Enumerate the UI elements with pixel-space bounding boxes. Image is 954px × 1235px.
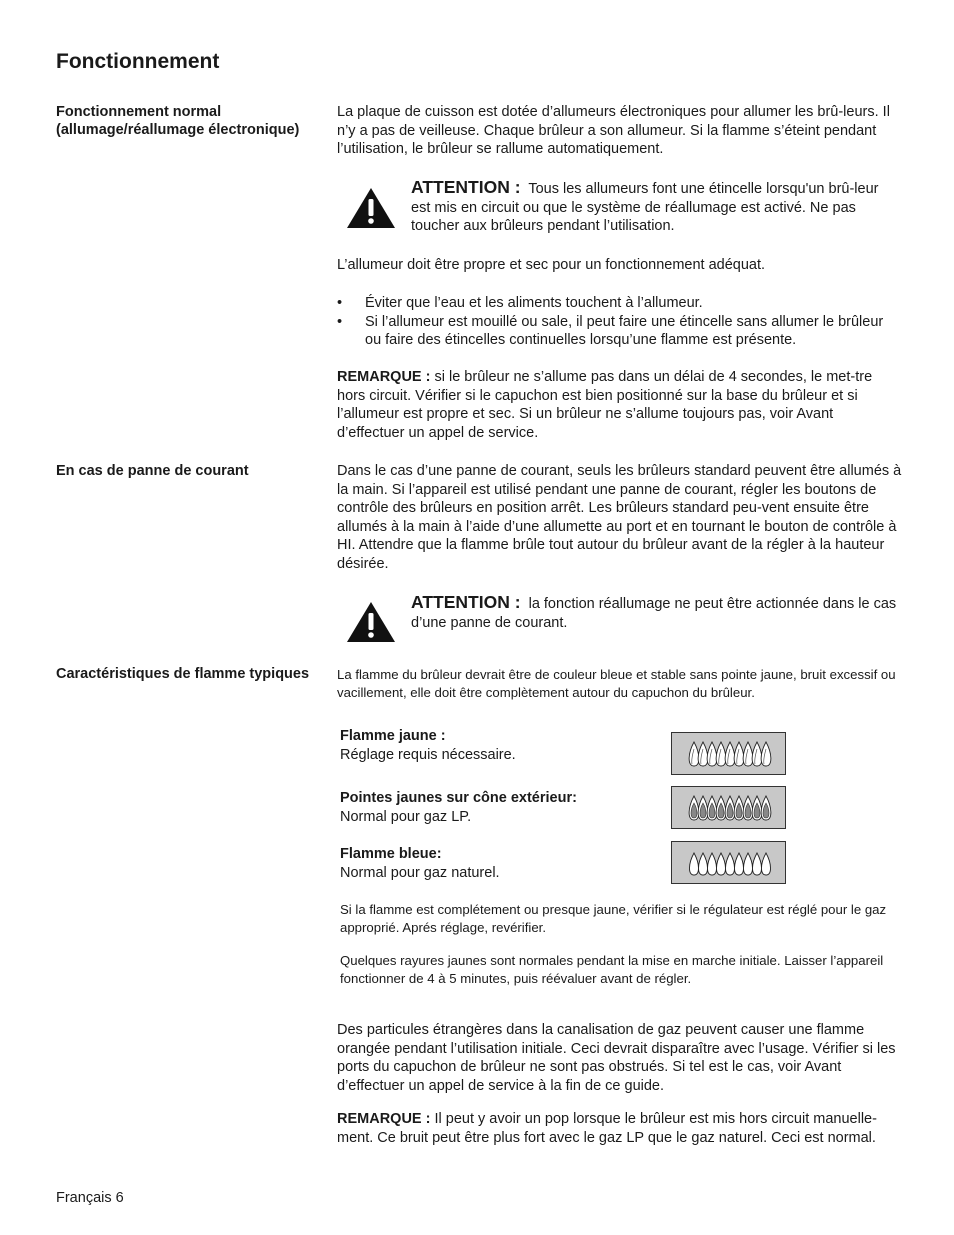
note-text: si le brûleur ne s’allume pas dans un délai de 4 secondes, le met-tre hors circuit. Vérifier si le capuchon est bien positionné sur la base du brûleur et si l’allumeur est propre et sec. Si un brûleur ne s’allume toujours pas, voir Avant d’effectuer un appel de service. [337,369,873,441]
page-footer: Français 6 [56,1190,124,1206]
list-item [337,313,902,350]
yellow-flame-icon [671,732,786,775]
flame-intro: La flamme du brûleur devrait être de couleur bleue et stable sans pointe jaune, bruit excessif ou vacillement, elle doit être complètement autour du capuchon du brûleur. [337,667,896,700]
attention-label: ATTENTION : [411,177,521,197]
flame-type-desc: Normal pour gaz LP. [340,808,472,825]
flame-type-title: Flamme jaune : [340,728,446,744]
note-block-2 [337,1110,902,1147]
attention-text: Tous les allumeurs font une étincelle lorsqu'un brû-leur est mis en circuit ou que le système de réallumage est activé. Ne pas toucher aux brûleurs pendant l’utilisation. [411,181,879,235]
attention-block-2 [411,593,897,632]
bullet-text: Éviter que l’eau et les aliments touchent à l’allumeur. [365,295,703,311]
power-text: Dans le cas d’une panne de courant, seuls les brûleurs standard peuvent être allumés à la main. Si l’appareil est utilisé pendant une panne de courant, régler les boutons de contrôle des brûleurs en position arrêt. Les brûleurs standard peu-vent ensuite être allumés à la main à l’aide d’une allumette au port et en tournant le bouton de contrôle à HI. Attendre que la flamme brûle tout autour du brûleur avant de la régler à la hauteur désirée. [337,463,902,572]
flame-type-yellow [340,727,660,764]
warning-icon [345,600,397,644]
attention-text: la fonction réallumage ne peut être actionnée dans le cas d’une panne de courant. [411,596,897,631]
note-text: Il peut y avoir un pop lorsque le brûleur est mis hors circuit manuelle-ment. Ce bruit peut être plus fort avec le gaz LP que le gaz naturel. Ceci est normal. [337,1111,877,1146]
note-label: REMARQUE : [337,1111,431,1127]
bullet-glyph: • [337,313,343,330]
particles-text: Des particules étrangères dans la canalisation de gaz peuvent causer une flamme orangée pendant l’utilisation initiale. Ceci devrait disparaître avec l’usage. Vérifier si les ports du capuchon de brûleur ne sont pas obstrués. Si tel est le cas, voir Avant d’effectuer un appel de service à la fin de ce guide. [337,1022,896,1094]
bullet-list [337,294,902,350]
note-block-1 [337,368,902,442]
blue-flame-icon [671,841,786,884]
heading-line: Fonctionnement normal [56,104,222,120]
flame-note-2: Quelques rayures jaunes sont normales pendant la mise en marche initiale. Laisser l’appareil fonctionner de 4 à 5 minutes, puis réévaluer avant de régler. [340,953,884,986]
section-heading-flame: Caractéristiques de flamme typiques [56,666,310,682]
bullet-text: Si l’allumeur est mouillé ou sale, il peut faire une étincelle sans allumer le brûleur ou faire des étincelles continuelles lorsqu’une flamme est présente. [365,313,884,349]
yellow-tips-flame-icon [671,786,786,829]
flame-note-1: Si la flamme est complétement ou presque jaune, vérifier si le régulateur est réglé pour le gaz approprié. Aprés réglage, revérifier. [340,902,887,935]
flame-type-yellow-tips [340,789,660,826]
clean-text: L’allumeur doit être propre et sec pour un fonctionnement adéquat. [337,257,766,273]
note-label: REMARQUE : [337,369,431,385]
flame-type-title: Pointes jaunes sur cône extérieur: [340,790,577,806]
section-heading-power: En cas de panne de courant [56,463,249,479]
attention-label: ATTENTION : [411,592,521,612]
attention-block-1 [411,178,897,236]
flame-type-desc: Normal pour gaz naturel. [340,864,500,881]
flame-type-desc: Réglage requis nécessaire. [340,746,516,763]
section-heading-normal [56,103,336,139]
bullet-glyph: • [337,295,343,311]
heading-line: (allumage/réallumage électronique) [56,122,300,138]
normal-intro: La plaque de cuisson est dotée d’allumeurs électroniques pour allumer les brû-leurs. Il n’y a pas de veilleuse. Chaque brûleur a son allumeur. Si la flamme s’éteint pendant l’utilisation, le brûleur se rallume automatiquement. [337,104,890,158]
page-title: Fonctionnement [56,50,220,73]
list-item [337,294,902,313]
flame-type-title: Flamme bleue: [340,846,442,862]
flame-type-blue [340,845,660,882]
warning-icon [345,186,397,230]
